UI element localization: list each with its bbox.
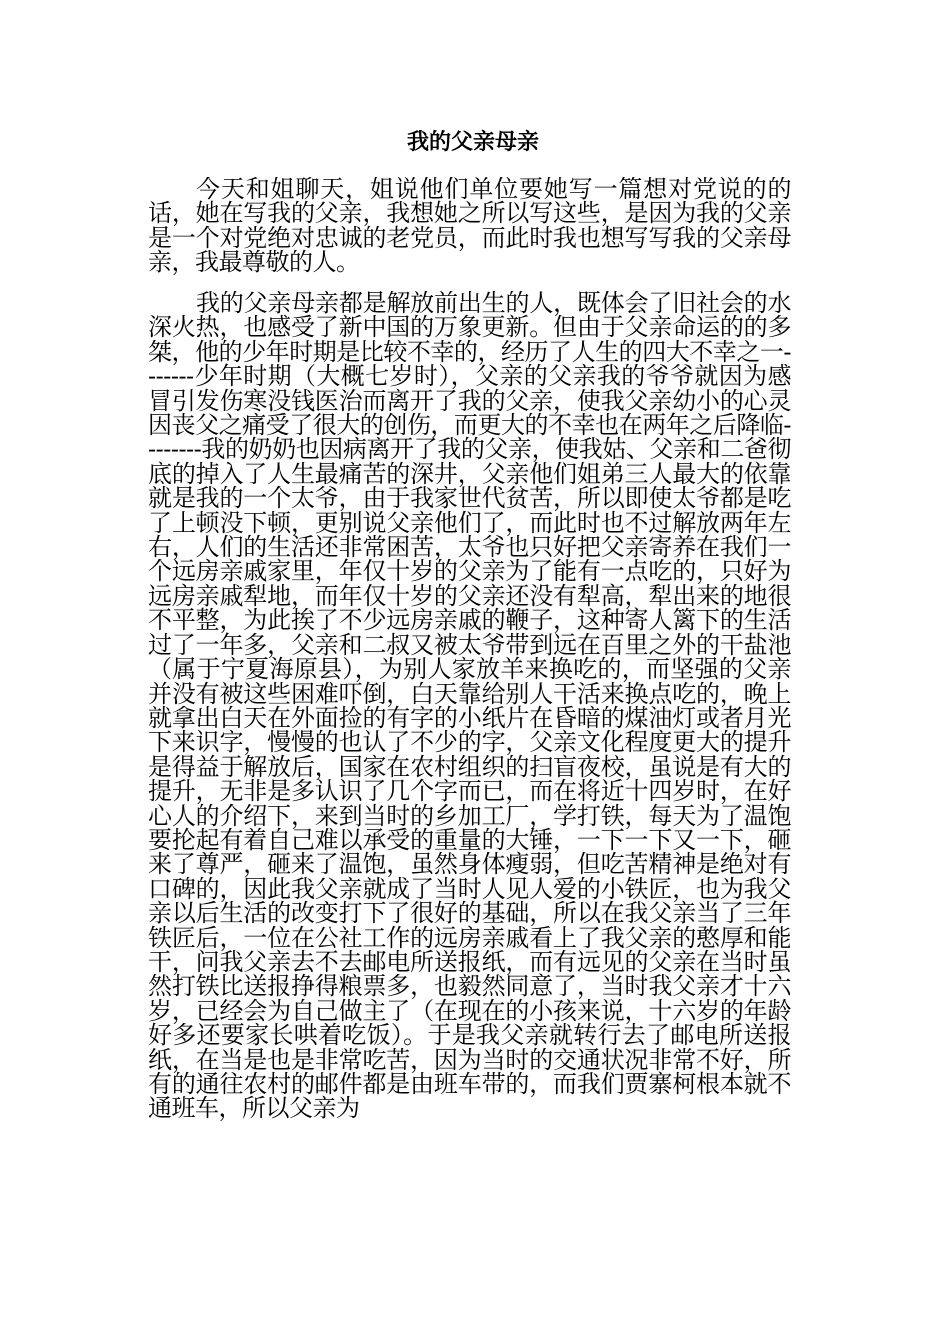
document-title: 我的父亲母亲 (406, 130, 539, 155)
paragraph-1: 今天和姐聊天，姐说他们单位要她写一篇想对党说的的话，她在写我的父亲，我想她之所以写这些，是因为我的父亲是一个对党绝对忠诚的老党员，而此时我也想写写我的父亲母亲，我最尊敬的人。 (148, 177, 791, 277)
paragraph-2: 我的父亲母亲都是解放前出生的人，既体会了旧社会的水深火热，也感受了新中国的万象更新。但由于父亲命运的的多桀，他的少年时期是比较不幸的，经历了人生的四大不幸之一-------少年时期（大概七岁时），父亲的父亲我的爷爷就因为感冒引发伤寒没钱医治而离开了我的父亲，使我父亲幼小的心灵因丧父之痛受了很大的创伤，而更大的不幸也在两年之后降临--------我的奶奶也因病离开了我的父亲，使我姑、父亲和二爸彻底的掉入了人生最痛苦的深井，父亲他们姐弟三人最大的依靠就是我的一个太爷，由于我家世代贫苦，所以即使太爷都是吃了上顿没下顿，更别说父亲他们了，而此时也不过解放两年左右，人们的生活还非常困苦，太爷也只好把父亲寄养在我们一个远房亲戚家里，年仅十岁的父亲为了能有一点吃的，只好为远房亲戚犁地，而年仅十岁的父亲还没有犁高，犁出来的地很不平整，为此挨了不少远房亲戚的鞭子，这种寄人篱下的生活过了一年多，父亲和二叔又被太爷带到远在百里之外的干盐池（属于宁夏海原县），为别人家放羊来换吃的，而坚强的父亲并没有被这些困难吓倒，白天靠给别人干活来换点吃的，晚上就拿出白天在外面捡的有字的小纸片在昏暗的煤油灯或者月光下来识字，慢慢的也认了不少的字，父亲文化程度更大的提升是得益于解放后，国家在农村组织的扫盲夜校，虽说是有大的提升，无非是多认识了几个字而已，而在将近十四岁时，在好心人的介绍下，来到当时的乡加工厂，学打铁，每天为了温饱要抡起有着自己难以承受的重量的大锤，一下一下又一下，砸来了尊严，砸来了温饱，虽然身体瘦弱，但吃苦精神是绝对有口碑的，因此我父亲就成了当时人见人爱的小铁匠，也为我父亲以后生活的改变打下了很好的基础，所以在我父亲当了三年铁匠后，一位在公社工作的远房亲戚看上了我父亲的憨厚和能干，问我父亲去不去邮电所送报纸，而有远见的父亲在当时虽然打铁比送报挣得粮票多，也毅然同意了，当时我父亲才十六岁，已经会为自己做主了（在现在的小孩来说，十六岁的年龄好多还要家长哄着吃饭）。于是我父亲就转行去了邮电所送报纸，在当是也是非常吃苦，因为当时的交通状况非常不好，所有的通往农村的邮件都是由班车带的，而我们贾寨柯根本就不通班车，所以父亲为 (148, 291, 791, 1123)
